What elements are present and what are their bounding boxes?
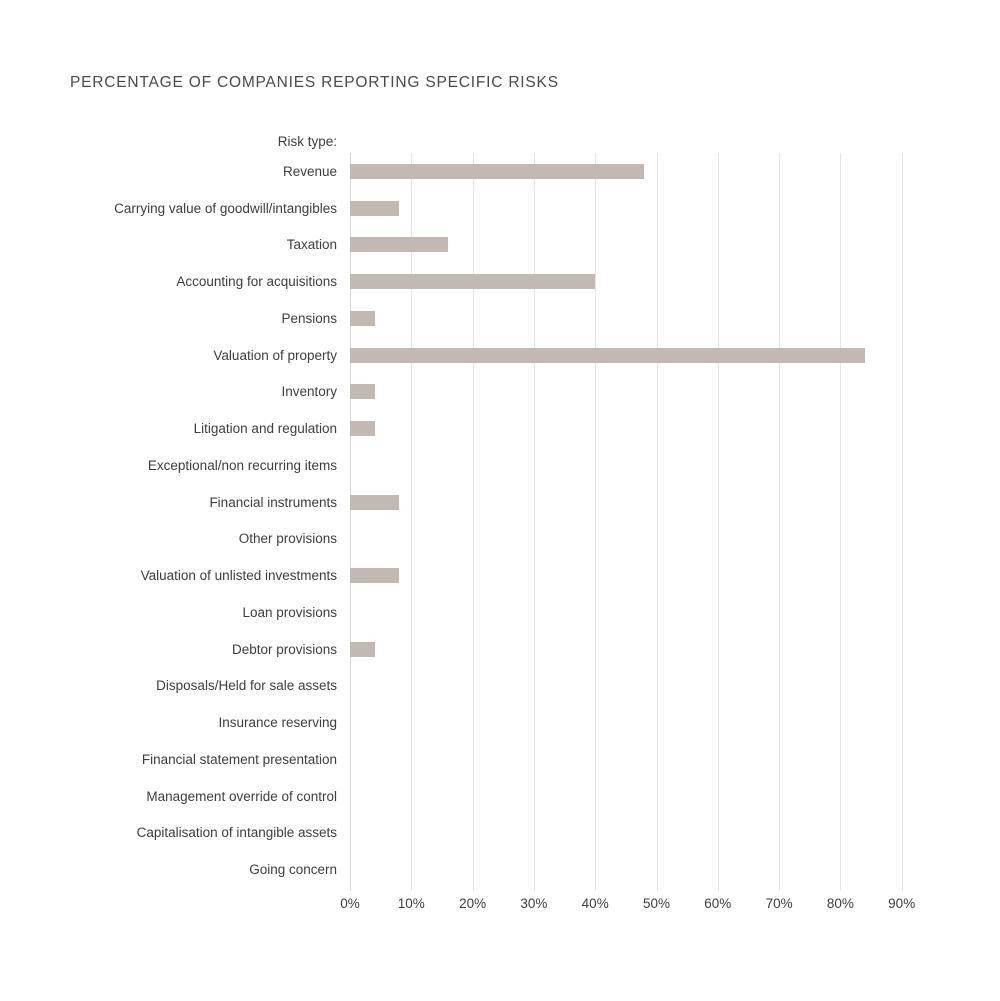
table-row bbox=[70, 190, 935, 227]
bar-track bbox=[350, 851, 935, 888]
table-row bbox=[70, 263, 935, 300]
x-axis bbox=[340, 896, 935, 916]
bar-track bbox=[350, 410, 935, 447]
category-label: Loan provisions bbox=[242, 604, 337, 620]
category-label: Financial instruments bbox=[209, 494, 337, 510]
category-label: Valuation of property bbox=[213, 347, 337, 363]
bar-track bbox=[350, 337, 935, 374]
category-label: Carrying value of goodwill/intangibles bbox=[114, 200, 337, 216]
x-axis-tick-label: 0% bbox=[340, 896, 360, 911]
category-label: Inventory bbox=[281, 384, 337, 400]
category-label: Accounting for acquisitions bbox=[176, 274, 337, 290]
bar-track bbox=[350, 190, 935, 227]
x-axis-tick-label: 50% bbox=[642, 896, 671, 911]
table-row bbox=[70, 668, 935, 705]
bar-track bbox=[350, 778, 935, 815]
table-row bbox=[70, 521, 935, 558]
bar bbox=[350, 311, 375, 326]
chart-plot-area bbox=[70, 153, 935, 888]
bar bbox=[350, 348, 865, 363]
category-label: Insurance reserving bbox=[218, 715, 337, 731]
table-row bbox=[70, 631, 935, 668]
table-row bbox=[70, 337, 935, 374]
x-axis-tick-label: 80% bbox=[826, 896, 854, 911]
bar-track bbox=[350, 227, 935, 264]
table-row bbox=[70, 778, 935, 815]
x-axis-tick-label: 10% bbox=[397, 896, 425, 911]
bar-track bbox=[350, 741, 935, 778]
x-axis-tick-label: 40% bbox=[581, 896, 609, 911]
bar-track bbox=[350, 153, 935, 190]
table-row bbox=[70, 741, 935, 778]
category-label: Other provisions bbox=[238, 531, 337, 547]
table-row bbox=[70, 447, 935, 484]
category-label: Going concern bbox=[249, 862, 337, 878]
x-axis-tick-label: 70% bbox=[765, 896, 793, 911]
table-row bbox=[70, 227, 935, 264]
bar-rows bbox=[70, 153, 935, 888]
bar bbox=[350, 421, 375, 436]
bar bbox=[350, 201, 399, 216]
bar-track bbox=[350, 557, 935, 594]
bar bbox=[350, 274, 595, 289]
table-row bbox=[70, 851, 935, 888]
table-row bbox=[70, 374, 935, 411]
category-label: Valuation of unlisted investments bbox=[140, 568, 337, 584]
bar bbox=[350, 237, 448, 252]
bar bbox=[350, 495, 399, 510]
bar-track bbox=[350, 631, 935, 668]
category-label: Litigation and regulation bbox=[193, 421, 337, 437]
bar bbox=[350, 642, 375, 657]
table-row bbox=[70, 300, 935, 337]
table-row bbox=[70, 594, 935, 631]
bar-track bbox=[350, 668, 935, 705]
category-label: Pensions bbox=[281, 310, 337, 326]
table-row bbox=[70, 557, 935, 594]
bar-track bbox=[350, 447, 935, 484]
bar-track bbox=[350, 484, 935, 521]
bar-track bbox=[350, 815, 935, 852]
bar bbox=[350, 568, 399, 583]
category-label: Disposals/Held for sale assets bbox=[156, 678, 337, 694]
risk-type-header: Risk type: bbox=[277, 134, 337, 149]
bar-track bbox=[350, 521, 935, 558]
category-label: Management override of control bbox=[146, 788, 337, 804]
x-axis-tick-label: 90% bbox=[888, 896, 916, 911]
category-label: Financial statement presentation bbox=[141, 751, 337, 767]
bar bbox=[350, 164, 644, 179]
bar-track bbox=[350, 300, 935, 337]
bar-track bbox=[350, 594, 935, 631]
table-row bbox=[70, 815, 935, 852]
table-row bbox=[70, 410, 935, 447]
x-axis-tick-label: 30% bbox=[520, 896, 548, 911]
table-row bbox=[70, 484, 935, 521]
table-row bbox=[70, 704, 935, 741]
chart-title: PERCENTAGE OF COMPANIES REPORTING SPECIFIC RISKS bbox=[70, 74, 559, 91]
bar-track bbox=[350, 704, 935, 741]
category-label: Revenue bbox=[282, 163, 337, 179]
category-label: Exceptional/non recurring items bbox=[147, 457, 337, 473]
category-label: Capitalisation of intangible assets bbox=[136, 825, 337, 841]
x-axis-tick-label: 20% bbox=[459, 896, 487, 911]
x-axis-tick-label: 60% bbox=[704, 896, 732, 911]
bar-track bbox=[350, 263, 935, 300]
category-label: Debtor provisions bbox=[231, 641, 337, 657]
bar bbox=[350, 384, 375, 399]
category-label: Taxation bbox=[286, 237, 337, 253]
table-row bbox=[70, 153, 935, 190]
bar-track bbox=[350, 374, 935, 411]
